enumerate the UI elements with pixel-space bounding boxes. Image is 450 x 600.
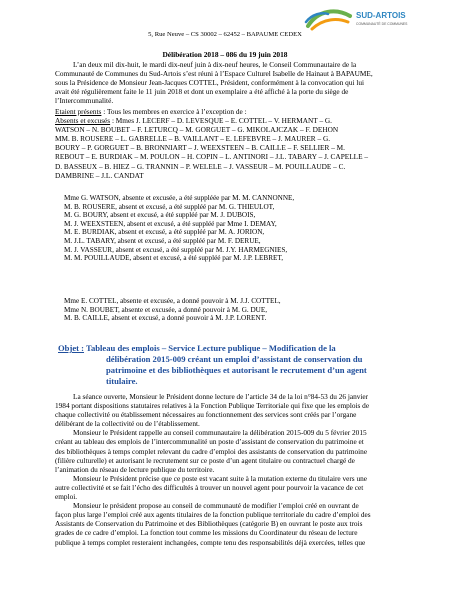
body-line: chaque collectivité ou établissement nécessaires au fonctionnement des services sont créés par l’organe <box>55 410 357 420</box>
body-line: publique à temps complet resteraient inchangées, compte tenu des responsabilités déjà exercées, telles que <box>55 537 366 547</box>
body-line: emploi. <box>55 492 78 502</box>
proxies-list <box>55 297 395 323</box>
absent-label: Absents et excusés <box>55 116 111 126</box>
presence-text: : Tous les membres en exercice à l’exception de : <box>101 107 247 116</box>
absent-line: WATSON – N. BOUBET – F. LETURCQ – M. GORGUET – G. MIKOLAJCZAK – F. DEHON <box>55 125 339 135</box>
body-line: autre collectivité et se fait l’écho des difficultés à trouver un nouvel agent pour pourvoir la vacance de cet <box>55 482 364 492</box>
objet-text: Tableau des emplois – Service Lecture publique – Modification de la <box>84 343 336 353</box>
objet-line: patrimoine et des bibliothèques et autorisant le recrutement d’un agent <box>106 365 367 375</box>
body-line: Assistants de Conservation du Patrimoine et des Bibliothèques (catégorie B) en ouvrant le poste aux trois <box>55 519 363 529</box>
proxy-item: Mme E. COTTEL, absente et excusée, a donné pouvoir à M. J.J. COTTEL, <box>64 297 281 305</box>
body-line: La séance ouverte, Monsieur le Président donne lecture de l’article 34 de la loi n°84-53 du 26 janvier <box>73 392 369 401</box>
body-line: des bibliothèques à temps complet relevant du cadre d’emploi des assistants de conservation du patrimoine <box>55 446 368 456</box>
substitute-item: M. G. BOURY, absent et excusé, a été suppléé par M. J. DUBOIS, <box>64 211 256 220</box>
intro-line: sous la Présidence de Monsieur Jean-Jacques COTTEL, Président, conformément à la convocation qui lui <box>55 78 365 88</box>
proxy-item: Mme N. BOUBET, absente et excusée, a donné pouvoir à M. G. DUE, <box>64 305 268 314</box>
sud-artois-logo <box>298 6 408 34</box>
substitute-item: M. J. VASSEUR, absent et excusé, a été suppléé par M. J.Y. HARMEGNIES, <box>64 245 288 254</box>
objet-heading <box>58 343 398 387</box>
substitute-item: M. E. BURDIAK, absent et excusé, a été suppléé par M. A. JORION, <box>64 228 265 237</box>
absent-line: D. BASSEUX – B. HIEZ – G. TRANNIN – P. WELELE – J. VASSEUR – M. POUILLAUDE – C. <box>55 161 346 171</box>
intro-line: avait été régulièrement faite le 11 juin 2018 et dont un exemplaire a été affiché à la porte du siège de <box>55 87 349 97</box>
intro-line: l’Intercommunalité. <box>55 96 114 106</box>
objet-first-line <box>58 343 398 354</box>
absent-line: MM. B. ROUSERE – L. GABRELLE – B. VAILLANT – E. LEFEBVRE – J. MAURER – G. <box>55 134 331 144</box>
presence-section <box>55 107 395 180</box>
body-line: l’animation du réseau de lecture publique du territoire. <box>55 464 215 474</box>
body-line: créant au tableau des emplois de l’intercommunalité un poste d’assistant de conservation du patrimoine et <box>55 437 364 447</box>
absent-line: DAMBRINE – J.L. CANDAT <box>55 170 144 180</box>
objet-line: délibération 2015-009 créant un emploi d’assistant de conservation du <box>106 354 363 364</box>
substitute-item: Mme G. WATSON, absente et excusée, a été suppléée par M. M. CANNONNE, <box>64 194 295 202</box>
body-line: délibérant de la collectivité ou de l’établissement. <box>55 419 200 429</box>
svg-text:SUD-ARTOIS: SUD-ARTOIS <box>356 11 406 20</box>
proxy-item: M. B. CAILLE, absent et excusé, a donné pouvoir à M. J.P. LORENT. <box>64 314 267 323</box>
substitute-item: M. B. ROUSERE, absent et excusé, a été suppléé par M. G. THIEULOT, <box>64 202 275 211</box>
objet-label: Objet : <box>58 343 85 353</box>
body-line: grades de ce cadre d’emploi. La fonction tout comme les missions du Coordinateur du réseau de lecture <box>55 528 358 538</box>
intro-paragraph <box>55 60 395 105</box>
body-line: Monsieur le président propose au conseil de communauté de modifier l’emploi créé en ouvrant de <box>73 501 359 511</box>
substitute-item: M. J. WEEXSTEEN, absent et excusé, a été suppléé par Mme I. DEMAY, <box>64 219 277 228</box>
presence-line <box>55 107 395 116</box>
body-line: façon plus large l’emploi créé aux agents titulaires de la fonction publique territoriale du cadre d’emploi des <box>55 510 371 520</box>
substitute-item: M. J.L. TABARY, absent et excusé, a été suppléé par M. F. DERUE, <box>64 236 261 245</box>
body-line: 1984 portant dispositions statutaires relatives à la Fonction Publique Territoriale qui fixe que les emplois de <box>55 401 370 411</box>
deliberation-title: Délibération 2018 – 086 du 19 juin 2018 <box>162 50 288 59</box>
body-line: Monsieur le Président précise que ce poste est vacant suite à la mutation externe du titulaire vers une <box>73 473 368 483</box>
svg-text:COMMUNAUTÉ DE COMMUNES: COMMUNAUTÉ DE COMMUNES <box>356 22 408 26</box>
intro-line: Communauté de Communes du Sud-Artois s’est réuni à l’Espace Culturel Isabelle de Hainaut à BAPAUME, <box>55 69 373 79</box>
absent-text: : Mmes J. LECERF – D. LEVESQUE – E. COTTEL – V. HERMANT – G. <box>110 116 333 126</box>
intro-line: L’an deux mil dix-huit, le mardi dix-neuf juin à dix-neuf heures, le Conseil Communautaire de la <box>73 60 357 69</box>
presence-label: Etaient présents <box>55 107 102 116</box>
absent-line: REBOUT – E. BURDIAK – M. POULON – H. COPIN – L. ANTINORI – J.L. TABARY – J. CAPELLE – <box>55 152 369 162</box>
address-line: 5, Rue Neuve – CS 30002 – 62452 – BAPAUME CEDEX <box>148 31 302 38</box>
objet-line: titulaire. <box>106 376 138 386</box>
absent-line <box>55 116 395 125</box>
body-text <box>55 392 395 547</box>
substitute-item: M. M. POUILLAUDE, absent et excusé, a été suppléé par M. J.P. LEBRET, <box>64 254 284 263</box>
substitutes-list <box>55 194 395 263</box>
body-line: (filière culturelle) et autorisant le recrutement sur ce poste d’un agent titulaire ou contractuel chargé de <box>55 455 355 465</box>
body-line: Monsieur le Président rappelle au conseil communautaire la délibération 2015-009 du 5 février 2015 <box>73 428 367 438</box>
absent-line: BOURY – P. GORGUET – B. BRONNIART – J. WEEXSTEEN – B. CAILLE – F. SELLIER – M. <box>55 143 345 153</box>
